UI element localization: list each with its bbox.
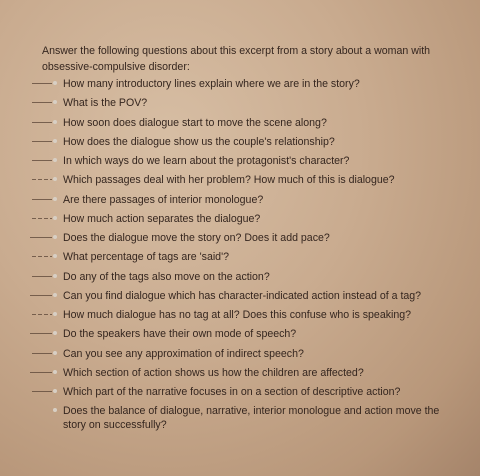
bullet-icon bbox=[53, 158, 57, 162]
pen-tick-mark bbox=[32, 218, 52, 219]
pen-tick-mark bbox=[32, 256, 52, 257]
pen-tick-mark bbox=[30, 333, 52, 334]
bullet-icon bbox=[53, 274, 57, 278]
bullet-icon bbox=[53, 293, 57, 297]
list-item: Which passages deal with her problem? How much of this is dialogue? bbox=[42, 173, 454, 187]
pen-tick-mark bbox=[32, 122, 52, 123]
bullet-icon bbox=[53, 120, 57, 124]
bullet-icon bbox=[53, 216, 57, 220]
bullet-icon bbox=[53, 331, 57, 335]
list-item: How does the dialogue show us the couple's relationship? bbox=[42, 135, 454, 149]
list-item: What is the POV? bbox=[42, 96, 454, 110]
question-list bbox=[42, 77, 454, 432]
pen-tick-mark bbox=[32, 141, 52, 142]
pen-tick-mark bbox=[32, 314, 52, 315]
pen-tick-mark bbox=[32, 353, 52, 354]
bullet-icon bbox=[53, 312, 57, 316]
list-item: Can you find dialogue which has character-indicated action instead of a tag? bbox=[42, 289, 454, 303]
list-item: Are there passages of interior monologue? bbox=[42, 193, 454, 207]
list-item: What percentage of tags are 'said'? bbox=[42, 250, 454, 264]
bullet-icon bbox=[53, 389, 57, 393]
bullet-icon bbox=[53, 81, 57, 85]
bullet-icon bbox=[53, 235, 57, 239]
pen-tick-mark bbox=[32, 391, 52, 392]
bullet-icon bbox=[53, 197, 57, 201]
list-item: How many introductory lines explain where we are in the story? bbox=[42, 77, 454, 91]
pen-tick-mark bbox=[30, 295, 52, 296]
pen-tick-mark bbox=[32, 179, 52, 180]
pen-tick-mark bbox=[32, 102, 52, 103]
list-item: Which section of action shows us how the children are affected? bbox=[42, 366, 454, 380]
list-item: Does the balance of dialogue, narrative, interior monologue and action move the story on successfully? bbox=[42, 404, 454, 432]
pen-tick-mark bbox=[32, 199, 52, 200]
bullet-icon bbox=[53, 351, 57, 355]
list-item: Can you see any approximation of indirect speech? bbox=[42, 347, 454, 361]
bullet-icon bbox=[53, 139, 57, 143]
list-item: How soon does dialogue start to move the scene along? bbox=[42, 116, 454, 130]
pen-tick-mark bbox=[32, 276, 52, 277]
bullet-icon bbox=[53, 100, 57, 104]
bullet-icon bbox=[53, 177, 57, 181]
list-item: Does the dialogue move the story on? Does it add pace? bbox=[42, 231, 454, 245]
bullet-icon bbox=[53, 370, 57, 374]
intro-text: Answer the following questions about this excerpt from a story about a woman with obsessive-compulsive disorder: bbox=[42, 45, 431, 73]
list-item: In which ways do we learn about the protagonist's character? bbox=[42, 154, 454, 168]
list-item: Do any of the tags also move on the action? bbox=[42, 270, 454, 284]
pen-tick-mark bbox=[32, 160, 52, 161]
list-item: How much dialogue has no tag at all? Does this confuse who is speaking? bbox=[42, 308, 454, 322]
pen-tick-mark bbox=[30, 237, 52, 238]
list-item: Which part of the narrative focuses in on a section of descriptive action? bbox=[42, 385, 454, 399]
list-item: Do the speakers have their own mode of speech? bbox=[42, 327, 454, 341]
bullet-icon bbox=[53, 254, 57, 258]
list-item: How much action separates the dialogue? bbox=[42, 212, 454, 226]
pen-tick-mark bbox=[30, 372, 52, 373]
bullet-icon bbox=[53, 408, 57, 412]
pen-tick-mark bbox=[32, 83, 52, 84]
